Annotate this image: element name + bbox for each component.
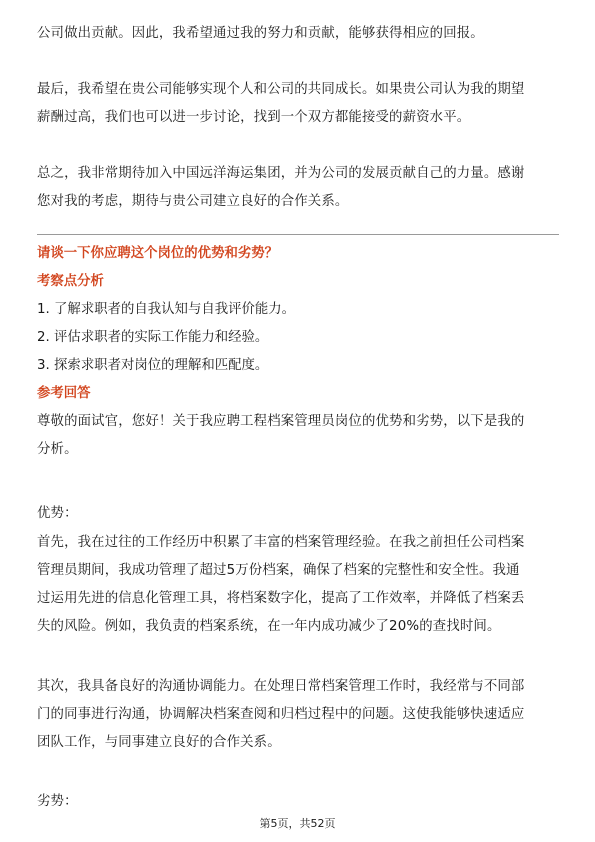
paragraph-closing-reward xyxy=(37,20,559,48)
text-line: 过运用先进的信息化管理工具，将档案数字化，提高了工作效率，并降低了档案丢 xyxy=(37,591,525,606)
question-title: 请谈一下你应聘这个岗位的优势和劣势？ xyxy=(37,246,279,261)
list-item: 2. 评估求职者的实际工作能力和经验。 xyxy=(37,330,269,345)
text-line: 总之，我非常期待加入中国远洋海运集团，并为公司的发展贡献自己的力量。感谢 xyxy=(37,166,525,181)
text-line: 您对我的考虑，期待与贵公司建立良好的合作关系。 xyxy=(37,194,349,209)
text-line: 门的同事进行沟通，协调解决档案查阅和归档过程中的问题。这使我能够快速适应 xyxy=(37,707,525,722)
paragraph-summary xyxy=(37,160,559,216)
paragraph-strength-experience xyxy=(37,529,559,641)
text-line: 尊敬的面试官，您好！关于我应聘工程档案管理员岗位的优势和劣势，以下是我的 xyxy=(37,414,525,429)
text-line: 团队工作，与同事建立良好的合作关系。 xyxy=(37,735,281,750)
text-line: 失的风险。例如，我负责的档案系统，在一年内成功减少了20%的查找时间。 xyxy=(37,619,501,634)
paragraph-strength-communication xyxy=(37,673,559,757)
weaknesses-label-block xyxy=(37,788,559,816)
text-line: 薪酬过高，我们也可以进一步讨论，找到一个双方都能接受的薪资水平。 xyxy=(37,110,471,125)
answer-title: 参考回答 xyxy=(37,386,91,401)
text-line: 最后，我希望在贵公司能够实现个人和公司的共同成长。如果贵公司认为我的期望 xyxy=(37,82,525,97)
strengths-label: 优势： xyxy=(37,506,78,521)
paragraph-growth xyxy=(37,76,559,132)
analysis-title: 考察点分析 xyxy=(37,274,104,289)
text-line: 公司做出贡献。因此，我希望通过我的努力和贡献，能够获得相应的回报。 xyxy=(37,26,484,41)
weaknesses-label: 劣势： xyxy=(37,794,78,809)
strengths-label-block xyxy=(37,500,559,528)
section-divider xyxy=(37,234,559,235)
text-line: 其次，我具备良好的沟通协调能力。在处理日常档案管理工作时，我经常与不同部 xyxy=(37,679,525,694)
text-line: 管理员期间，我成功管理了超过5万份档案，确保了档案的完整性和安全性。我通 xyxy=(37,563,520,578)
list-item: 3. 探索求职者对岗位的理解和匹配度。 xyxy=(37,358,269,373)
list-item: 1. 了解求职者的自我认知与自我评价能力。 xyxy=(37,302,296,317)
page-footer: 第5页，共52页 xyxy=(259,817,336,830)
text-line: 分析。 xyxy=(37,442,78,457)
text-line: 首先，我在过往的工作经历中积累了丰富的档案管理经验。在我之前担任公司档案 xyxy=(37,535,525,550)
question-block xyxy=(37,240,559,464)
